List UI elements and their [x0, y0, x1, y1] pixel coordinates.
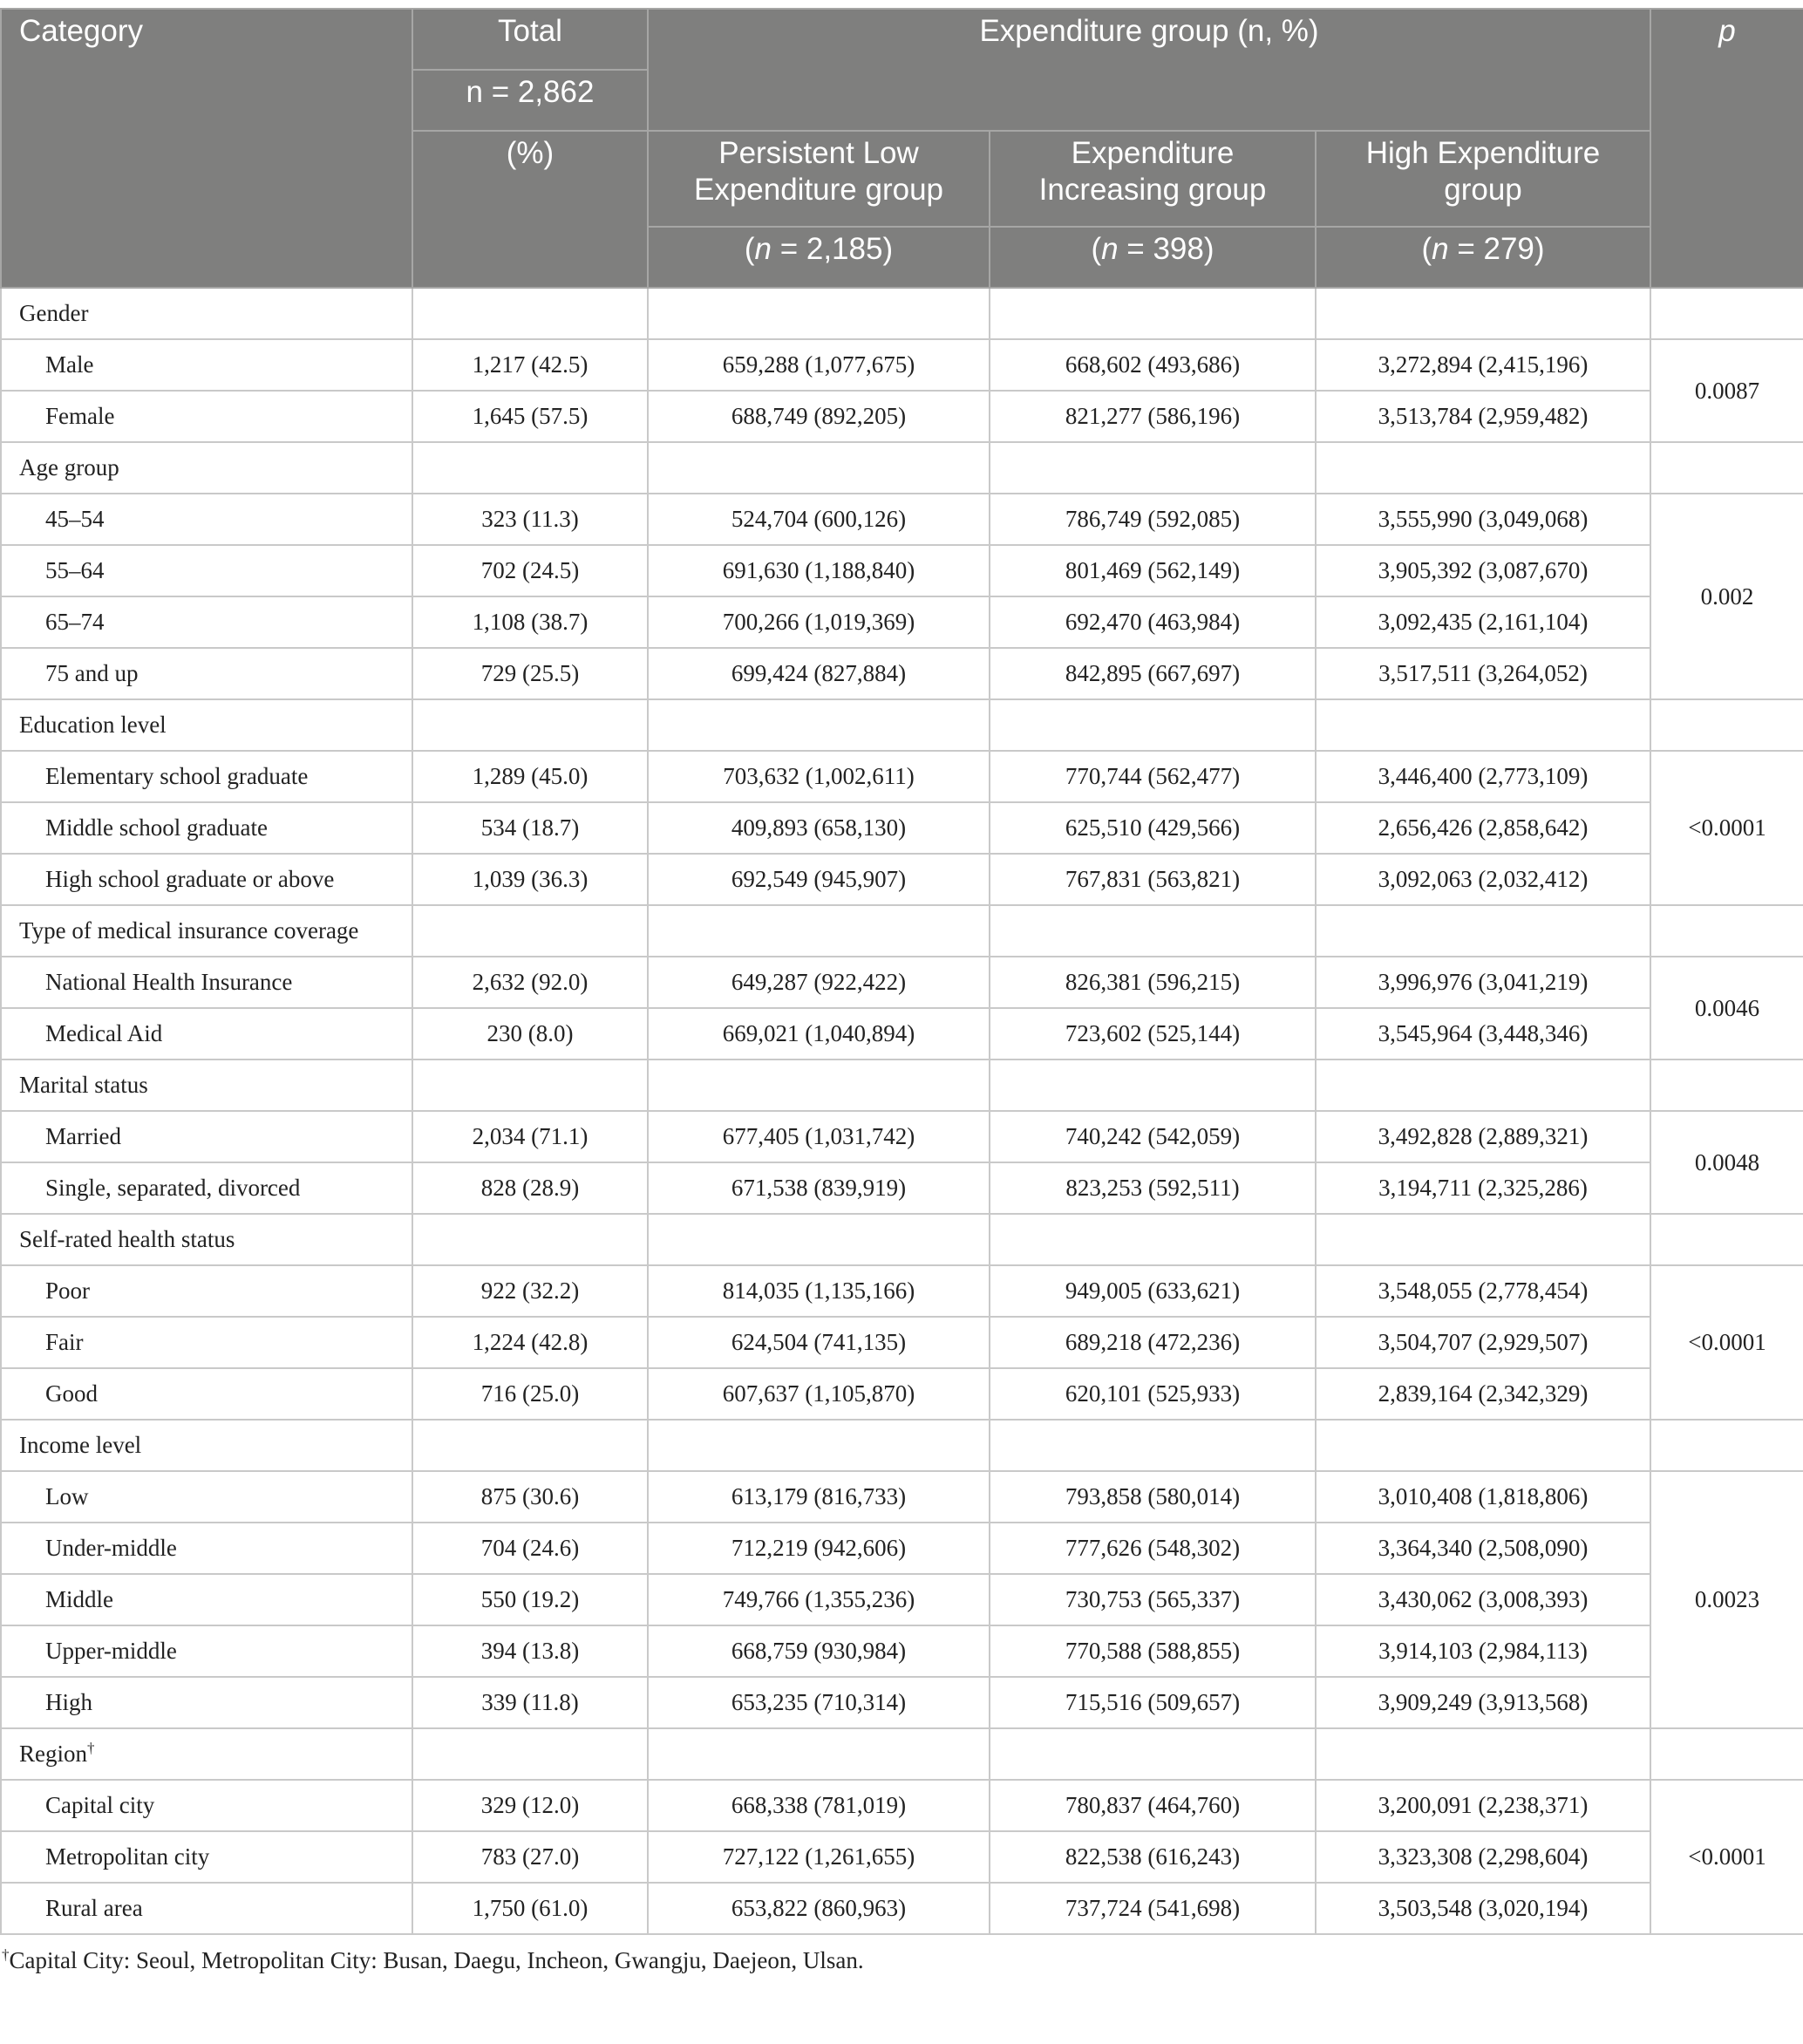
- high-expenditure-cell: 3,430,062 (3,008,393): [1316, 1574, 1650, 1625]
- n-label: n: [1101, 232, 1119, 266]
- empty-cell: [648, 288, 990, 339]
- total-cell: 534 (18.7): [412, 802, 648, 854]
- low-expenditure-cell: 653,822 (860,963): [648, 1883, 990, 1934]
- p-value-cell: 0.0023: [1650, 1471, 1803, 1728]
- increasing-expenditure-cell: 723,602 (525,144): [990, 1008, 1316, 1059]
- table-row: [1, 1574, 1803, 1625]
- row-label: 55–64: [1, 545, 412, 596]
- high-expenditure-cell: 3,364,340 (2,508,090): [1316, 1523, 1650, 1574]
- empty-cell: [1650, 288, 1803, 339]
- row-label: 75 and up: [1, 648, 412, 699]
- empty-cell: [990, 1728, 1316, 1780]
- high-expenditure-cell: 3,010,408 (1,818,806): [1316, 1471, 1650, 1523]
- row-label: Metropolitan city: [1, 1831, 412, 1883]
- expenditure-table: [0, 8, 1803, 1935]
- empty-cell: [648, 442, 990, 494]
- low-expenditure-cell: 749,766 (1,355,236): [648, 1574, 990, 1625]
- total-cell: 394 (13.8): [412, 1625, 648, 1677]
- section-row: [1, 288, 1803, 339]
- low-expenditure-cell: 624,504 (741,135): [648, 1317, 990, 1368]
- empty-cell: [1650, 699, 1803, 751]
- table-row: [1, 1523, 1803, 1574]
- empty-cell: [990, 1420, 1316, 1471]
- empty-cell: [1650, 442, 1803, 494]
- row-label: 65–74: [1, 596, 412, 648]
- empty-cell: [1650, 905, 1803, 957]
- row-label: Medical Aid: [1, 1008, 412, 1059]
- low-expenditure-cell: 649,287 (922,422): [648, 957, 990, 1008]
- high-expenditure-cell: 3,504,707 (2,929,507): [1316, 1317, 1650, 1368]
- row-label: Fair: [1, 1317, 412, 1368]
- increasing-expenditure-cell: 620,101 (525,933): [990, 1368, 1316, 1420]
- empty-cell: [1316, 699, 1650, 751]
- row-label: Married: [1, 1111, 412, 1162]
- empty-cell: [412, 1059, 648, 1111]
- section-row: [1, 1059, 1803, 1111]
- empty-cell: [1316, 1728, 1650, 1780]
- increasing-expenditure-cell: 822,538 (616,243): [990, 1831, 1316, 1883]
- empty-cell: [412, 288, 648, 339]
- table-row: [1, 494, 1803, 545]
- section-row: [1, 1728, 1803, 1780]
- empty-cell: [412, 699, 648, 751]
- table-row: [1, 751, 1803, 802]
- empty-cell: [648, 1059, 990, 1111]
- total-cell: 1,224 (42.8): [412, 1317, 648, 1368]
- high-expenditure-cell: 3,503,548 (3,020,194): [1316, 1883, 1650, 1934]
- table-row: [1, 1008, 1803, 1059]
- increasing-expenditure-cell: 715,516 (509,657): [990, 1677, 1316, 1728]
- table-row: [1, 854, 1803, 905]
- high-expenditure-cell: 3,492,828 (2,889,321): [1316, 1111, 1650, 1162]
- low-expenditure-cell: 669,021 (1,040,894): [648, 1008, 990, 1059]
- footnote-text: Capital City: Seoul, Metropolitan City: Busan, Daegu, Incheon, Gwangju, Daejeon, Ulsan.: [9, 1947, 864, 1973]
- low-expenditure-cell: 727,122 (1,261,655): [648, 1831, 990, 1883]
- empty-cell: [1316, 1420, 1650, 1471]
- section-title-text: Gender: [19, 300, 89, 326]
- section-row: [1, 442, 1803, 494]
- high-expenditure-cell: 3,545,964 (3,448,346): [1316, 1008, 1650, 1059]
- p-value-cell: 0.0046: [1650, 957, 1803, 1059]
- empty-cell: [1316, 905, 1650, 957]
- table-row: [1, 1883, 1803, 1934]
- total-cell: 1,039 (36.3): [412, 854, 648, 905]
- table-row: [1, 802, 1803, 854]
- empty-cell: [1316, 288, 1650, 339]
- footnote: [2, 1947, 1803, 1974]
- row-label: Female: [1, 391, 412, 442]
- low-expenditure-cell: 700,266 (1,019,369): [648, 596, 990, 648]
- increasing-expenditure-cell: 793,858 (580,014): [990, 1471, 1316, 1523]
- low-expenditure-cell: 524,704 (600,126): [648, 494, 990, 545]
- total-cell: 1,217 (42.5): [412, 339, 648, 391]
- n-label: n: [754, 232, 772, 266]
- table-row: [1, 957, 1803, 1008]
- low-expenditure-cell: 692,549 (945,907): [648, 854, 990, 905]
- row-label: Under-middle: [1, 1523, 412, 1574]
- empty-cell: [412, 905, 648, 957]
- increasing-expenditure-cell: 801,469 (562,149): [990, 545, 1316, 596]
- p-value-cell: <0.0001: [1650, 1780, 1803, 1934]
- table-row: [1, 1368, 1803, 1420]
- total-cell: 2,632 (92.0): [412, 957, 648, 1008]
- header-total-pct: (%): [412, 131, 648, 288]
- total-cell: 550 (19.2): [412, 1574, 648, 1625]
- increasing-expenditure-cell: 625,510 (429,566): [990, 802, 1316, 854]
- empty-cell: [990, 1214, 1316, 1265]
- table-row: [1, 1111, 1803, 1162]
- increasing-expenditure-cell: 786,749 (592,085): [990, 494, 1316, 545]
- increasing-expenditure-cell: 949,005 (633,621): [990, 1265, 1316, 1317]
- high-expenditure-cell: 3,092,063 (2,032,412): [1316, 854, 1650, 905]
- row-label: Single, separated, divorced: [1, 1162, 412, 1214]
- table-row: [1, 1780, 1803, 1831]
- section-title: [1, 1728, 412, 1780]
- table-row: [1, 545, 1803, 596]
- total-cell: 875 (30.6): [412, 1471, 648, 1523]
- increasing-expenditure-cell: 770,588 (588,855): [990, 1625, 1316, 1677]
- high-expenditure-cell: 3,513,784 (2,959,482): [1316, 391, 1650, 442]
- section-row: [1, 905, 1803, 957]
- row-label: High: [1, 1677, 412, 1728]
- empty-cell: [1316, 442, 1650, 494]
- empty-cell: [1650, 1728, 1803, 1780]
- row-label: Middle: [1, 1574, 412, 1625]
- empty-cell: [412, 442, 648, 494]
- low-expenditure-cell: 699,424 (827,884): [648, 648, 990, 699]
- low-expenditure-cell: 668,759 (930,984): [648, 1625, 990, 1677]
- row-label: Capital city: [1, 1780, 412, 1831]
- section-row: [1, 699, 1803, 751]
- row-label: National Health Insurance: [1, 957, 412, 1008]
- table-row: [1, 1471, 1803, 1523]
- header-p: [1650, 9, 1803, 288]
- table-body: [1, 288, 1803, 1934]
- section-title-text: Income level: [19, 1432, 142, 1458]
- empty-cell: [990, 442, 1316, 494]
- total-cell: 1,750 (61.0): [412, 1883, 648, 1934]
- total-cell: 339 (11.8): [412, 1677, 648, 1728]
- row-label: Poor: [1, 1265, 412, 1317]
- total-cell: 828 (28.9): [412, 1162, 648, 1214]
- increasing-expenditure-cell: 730,753 (565,337): [990, 1574, 1316, 1625]
- empty-cell: [1316, 1059, 1650, 1111]
- header-group-high-n: (n = 279): [1316, 227, 1650, 288]
- header-total: Total: [412, 9, 648, 70]
- increasing-expenditure-cell: 821,277 (586,196): [990, 391, 1316, 442]
- total-cell: 922 (32.2): [412, 1265, 648, 1317]
- low-expenditure-cell: 653,235 (710,314): [648, 1677, 990, 1728]
- empty-cell: [990, 288, 1316, 339]
- header-expenditure-group: Expenditure group (n, %): [648, 9, 1650, 131]
- header-group-low-n: (n = 2,185): [648, 227, 990, 288]
- section-title-text: Self-rated health status: [19, 1226, 235, 1252]
- increasing-expenditure-cell: 737,724 (541,698): [990, 1883, 1316, 1934]
- high-expenditure-cell: 3,548,055 (2,778,454): [1316, 1265, 1650, 1317]
- high-expenditure-cell: 3,996,976 (3,041,219): [1316, 957, 1650, 1008]
- header-total-n: n = 2,862: [412, 70, 648, 131]
- section-title-mark: †: [87, 1740, 95, 1756]
- increasing-expenditure-cell: 689,218 (472,236): [990, 1317, 1316, 1368]
- total-cell: 323 (11.3): [412, 494, 648, 545]
- high-expenditure-cell: 3,446,400 (2,773,109): [1316, 751, 1650, 802]
- n-value: = 398: [1118, 232, 1204, 266]
- high-expenditure-cell: 3,272,894 (2,415,196): [1316, 339, 1650, 391]
- increasing-expenditure-cell: 777,626 (548,302): [990, 1523, 1316, 1574]
- empty-cell: [990, 1059, 1316, 1111]
- low-expenditure-cell: 659,288 (1,077,675): [648, 339, 990, 391]
- low-expenditure-cell: 712,219 (942,606): [648, 1523, 990, 1574]
- empty-cell: [412, 1214, 648, 1265]
- p-value-cell: <0.0001: [1650, 751, 1803, 905]
- high-expenditure-cell: 3,323,308 (2,298,604): [1316, 1831, 1650, 1883]
- increasing-expenditure-cell: 767,831 (563,821): [990, 854, 1316, 905]
- low-expenditure-cell: 688,749 (892,205): [648, 391, 990, 442]
- section-title-text: Marital status: [19, 1072, 148, 1098]
- total-cell: 1,645 (57.5): [412, 391, 648, 442]
- high-expenditure-cell: 3,200,091 (2,238,371): [1316, 1780, 1650, 1831]
- row-label: Upper-middle: [1, 1625, 412, 1677]
- section-title: [1, 905, 412, 957]
- section-title-text: Type of medical insurance coverage: [19, 917, 359, 944]
- row-label: Middle school graduate: [1, 802, 412, 854]
- table-row: [1, 1625, 1803, 1677]
- empty-cell: [1650, 1420, 1803, 1471]
- low-expenditure-cell: 613,179 (816,733): [648, 1471, 990, 1523]
- n-label: n: [1432, 232, 1449, 266]
- total-cell: 702 (24.5): [412, 545, 648, 596]
- low-expenditure-cell: 691,630 (1,188,840): [648, 545, 990, 596]
- high-expenditure-cell: 3,905,392 (3,087,670): [1316, 545, 1650, 596]
- row-label: Elementary school graduate: [1, 751, 412, 802]
- total-cell: 729 (25.5): [412, 648, 648, 699]
- empty-cell: [1650, 1214, 1803, 1265]
- header-group-increasing: Expenditure Increasing group: [990, 131, 1316, 227]
- low-expenditure-cell: 607,637 (1,105,870): [648, 1368, 990, 1420]
- p-value-cell: 0.002: [1650, 494, 1803, 699]
- low-expenditure-cell: 677,405 (1,031,742): [648, 1111, 990, 1162]
- low-expenditure-cell: 814,035 (1,135,166): [648, 1265, 990, 1317]
- row-label: Good: [1, 1368, 412, 1420]
- section-row: [1, 1420, 1803, 1471]
- n-value: = 2,185: [771, 232, 883, 266]
- empty-cell: [648, 1728, 990, 1780]
- high-expenditure-cell: 3,517,511 (3,264,052): [1316, 648, 1650, 699]
- table-row: [1, 648, 1803, 699]
- header-p-label: p: [1718, 14, 1736, 48]
- header-group-low: Persistent Low Expenditure group: [648, 131, 990, 227]
- section-title: [1, 1059, 412, 1111]
- increasing-expenditure-cell: 668,602 (493,686): [990, 339, 1316, 391]
- increasing-expenditure-cell: 842,895 (667,697): [990, 648, 1316, 699]
- row-label: Low: [1, 1471, 412, 1523]
- section-title-text: Region: [19, 1741, 87, 1767]
- empty-cell: [990, 699, 1316, 751]
- n-value: = 279: [1448, 232, 1534, 266]
- high-expenditure-cell: 3,555,990 (3,049,068): [1316, 494, 1650, 545]
- row-label: High school graduate or above: [1, 854, 412, 905]
- section-title: [1, 699, 412, 751]
- table-row: [1, 1162, 1803, 1214]
- high-expenditure-cell: 3,092,435 (2,161,104): [1316, 596, 1650, 648]
- low-expenditure-cell: 409,893 (658,130): [648, 802, 990, 854]
- section-row: [1, 1214, 1803, 1265]
- empty-cell: [648, 1420, 990, 1471]
- increasing-expenditure-cell: 692,470 (463,984): [990, 596, 1316, 648]
- total-cell: 230 (8.0): [412, 1008, 648, 1059]
- empty-cell: [990, 905, 1316, 957]
- increasing-expenditure-cell: 770,744 (562,477): [990, 751, 1316, 802]
- total-cell: 704 (24.6): [412, 1523, 648, 1574]
- empty-cell: [648, 1214, 990, 1265]
- header-category: Category: [1, 9, 412, 288]
- increasing-expenditure-cell: 826,381 (596,215): [990, 957, 1316, 1008]
- high-expenditure-cell: 3,194,711 (2,325,286): [1316, 1162, 1650, 1214]
- empty-cell: [412, 1420, 648, 1471]
- table-row: [1, 1265, 1803, 1317]
- high-expenditure-cell: 3,914,103 (2,984,113): [1316, 1625, 1650, 1677]
- high-expenditure-cell: 3,909,249 (3,913,568): [1316, 1677, 1650, 1728]
- footnote-mark: †: [2, 1946, 10, 1963]
- table-row: [1, 1677, 1803, 1728]
- high-expenditure-cell: 2,656,426 (2,858,642): [1316, 802, 1650, 854]
- increasing-expenditure-cell: 740,242 (542,059): [990, 1111, 1316, 1162]
- table-row: [1, 1317, 1803, 1368]
- section-title: [1, 1420, 412, 1471]
- total-cell: 2,034 (71.1): [412, 1111, 648, 1162]
- low-expenditure-cell: 671,538 (839,919): [648, 1162, 990, 1214]
- p-value-cell: 0.0048: [1650, 1111, 1803, 1214]
- empty-cell: [648, 905, 990, 957]
- table-header: [1, 9, 1803, 288]
- total-cell: 1,289 (45.0): [412, 751, 648, 802]
- p-value-cell: 0.0087: [1650, 339, 1803, 442]
- section-title: [1, 1214, 412, 1265]
- section-title-text: Age group: [19, 454, 119, 480]
- section-title: [1, 442, 412, 494]
- header-group-increasing-n: (n = 398): [990, 227, 1316, 288]
- high-expenditure-cell: 2,839,164 (2,342,329): [1316, 1368, 1650, 1420]
- total-cell: 716 (25.0): [412, 1368, 648, 1420]
- section-title-text: Education level: [19, 712, 167, 738]
- p-value-cell: <0.0001: [1650, 1265, 1803, 1420]
- low-expenditure-cell: 668,338 (781,019): [648, 1780, 990, 1831]
- row-label: 45–54: [1, 494, 412, 545]
- row-label: Male: [1, 339, 412, 391]
- increasing-expenditure-cell: 823,253 (592,511): [990, 1162, 1316, 1214]
- empty-cell: [412, 1728, 648, 1780]
- total-cell: 329 (12.0): [412, 1780, 648, 1831]
- total-cell: 1,108 (38.7): [412, 596, 648, 648]
- empty-cell: [1316, 1214, 1650, 1265]
- table-row: [1, 596, 1803, 648]
- low-expenditure-cell: 703,632 (1,002,611): [648, 751, 990, 802]
- header-group-high: High Expenditure group: [1316, 131, 1650, 227]
- empty-cell: [648, 699, 990, 751]
- table-row: [1, 391, 1803, 442]
- total-cell: 783 (27.0): [412, 1831, 648, 1883]
- empty-cell: [1650, 1059, 1803, 1111]
- section-title: [1, 288, 412, 339]
- increasing-expenditure-cell: 780,837 (464,760): [990, 1780, 1316, 1831]
- table-row: [1, 1831, 1803, 1883]
- table-row: [1, 339, 1803, 391]
- row-label: Rural area: [1, 1883, 412, 1934]
